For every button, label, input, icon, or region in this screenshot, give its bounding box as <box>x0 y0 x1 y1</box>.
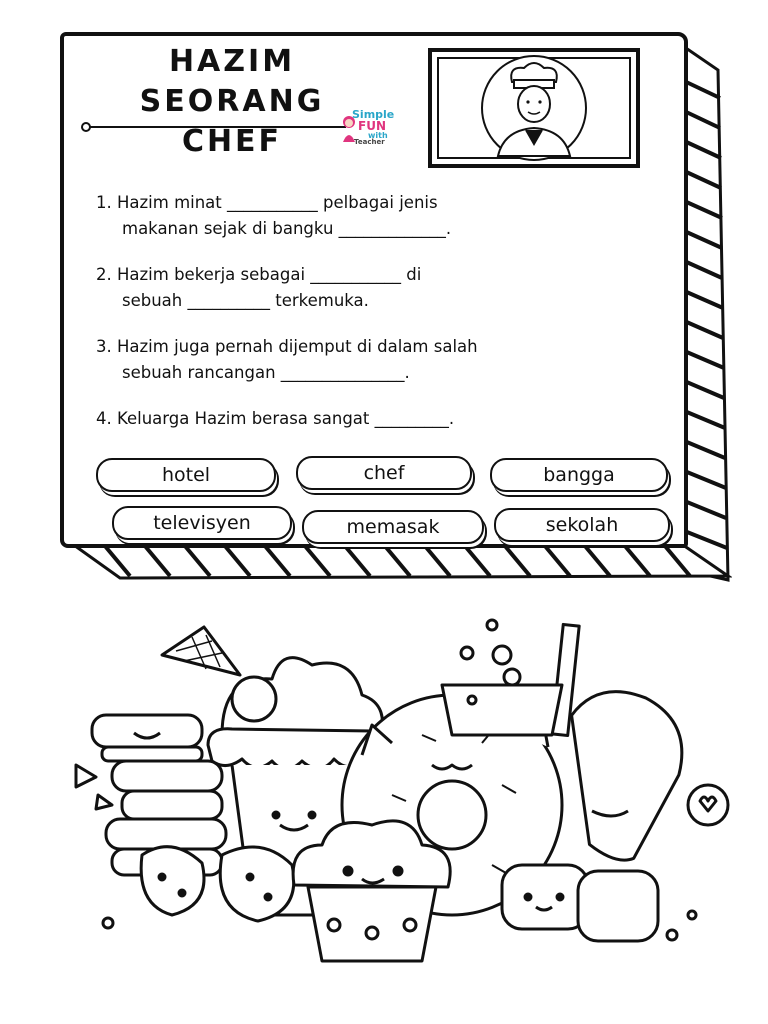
simple-fun-logo: Simple FUN with Teacher <box>338 108 400 148</box>
word-televisyen: televisyen <box>112 506 292 540</box>
marshmallow-icon <box>502 865 658 941</box>
question-3: 3. Hazim juga pernah dijemput di dalam salah sebuah rancangan _______________. <box>96 337 478 382</box>
kawaii-food-illustration <box>72 615 732 975</box>
word-sekolah: sekolah <box>494 508 670 542</box>
word-memasak: memasak <box>302 510 484 544</box>
question-2: 2. Hazim bekerja sebagai ___________ di sebuah __________ terkemuka. <box>96 265 422 310</box>
heart-bubble-icon <box>688 785 728 825</box>
question-list <box>96 190 676 452</box>
title-underline <box>80 122 350 132</box>
question-1: 1. Hazim minat ___________ pelbagai jenis makanan sejak di bangku _____________. <box>96 193 452 238</box>
title-line-1: HAZIM SEORANG <box>139 44 325 119</box>
word-hotel: hotel <box>96 458 276 492</box>
wafer-icon <box>162 627 240 675</box>
word-bangga: bangga <box>490 458 668 492</box>
word-chef: chef <box>296 456 472 490</box>
title-line-2: CHEF <box>181 124 283 159</box>
chef-portrait-frame <box>428 48 642 170</box>
question-4: 4. Keluarga Hazim berasa sangat _________. <box>96 409 455 428</box>
drink-glass-icon <box>442 620 579 736</box>
